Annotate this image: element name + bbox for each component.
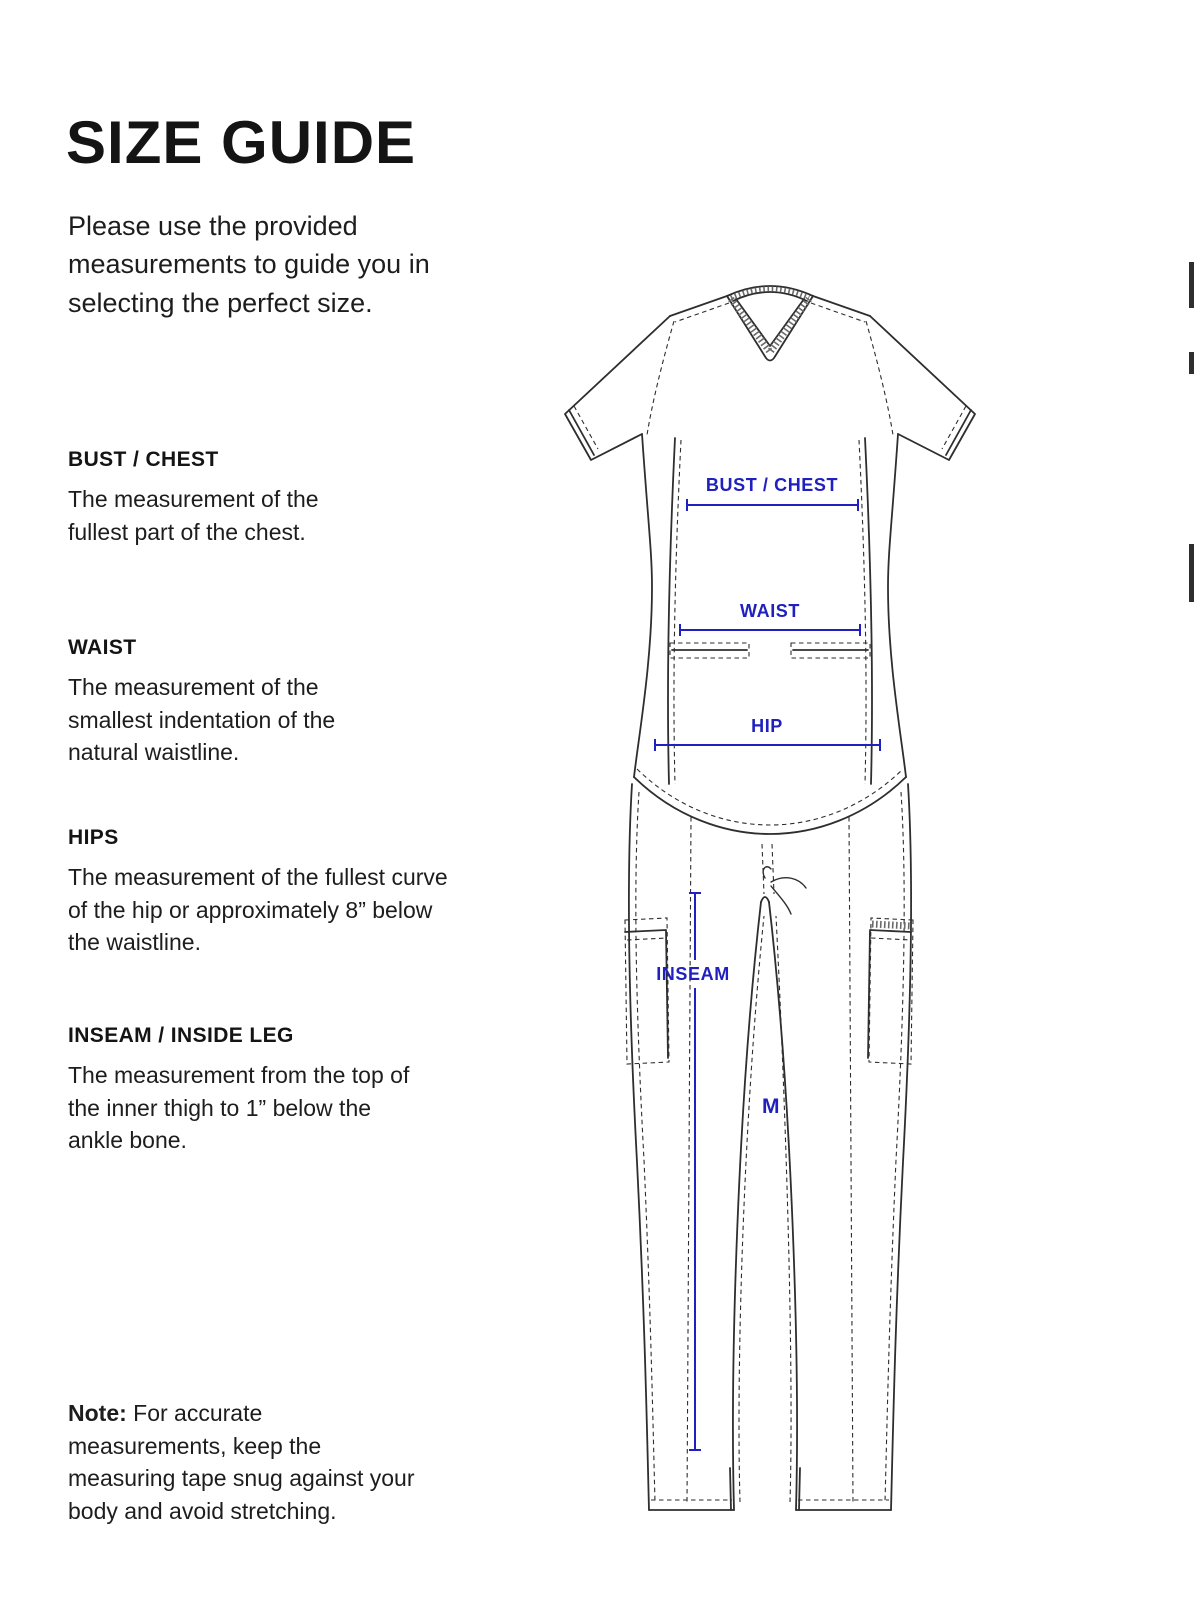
- edge-artifact: [1189, 544, 1194, 602]
- intro-text: Please use the provided measurements to guide you in selecting the perfect size.: [68, 211, 430, 318]
- bust-measurement: [687, 475, 858, 511]
- hip-measure-line: [655, 739, 880, 751]
- section-bust-chest: [68, 448, 356, 548]
- hip-measurement: [655, 716, 880, 751]
- section-body: The measurement of the fullest curve of the hip or approximately 8” below the waistline.: [68, 864, 448, 956]
- section-waist: [68, 636, 380, 769]
- scrub-top-stitching: [574, 303, 966, 825]
- section-heading: HIPS: [68, 826, 119, 849]
- section-body: The measurement of the smallest indentation of the natural waistline.: [68, 674, 336, 766]
- garment-illustration: [525, 272, 1005, 1542]
- page-title: SIZE GUIDE: [66, 109, 417, 177]
- section-body: The measurement of the fullest part of the chest.: [68, 486, 319, 545]
- inseam-measure-label: INSEAM: [656, 964, 730, 984]
- size-indicator: M: [762, 1095, 780, 1118]
- section-hips: [68, 826, 450, 959]
- scrub-top-outline: [565, 286, 975, 834]
- section-heading: WAIST: [68, 636, 137, 659]
- note-body: For accurate measurements, keep the measuring tape snug against your body and avoid stretching.: [68, 1400, 415, 1524]
- waist-measure-line: [680, 624, 860, 636]
- hip-measure-label: HIP: [751, 716, 783, 736]
- note-label: Note:: [68, 1400, 127, 1426]
- edge-artifact: [1189, 352, 1194, 374]
- waist-measure-label: WAIST: [740, 601, 800, 621]
- section-body: The measurement from the top of the inner thigh to 1” below the ankle bone.: [68, 1062, 410, 1154]
- section-inseam: [68, 1024, 416, 1157]
- scrub-pants-outline: [625, 784, 911, 1510]
- scrub-pants-stitching: [625, 792, 913, 1504]
- waist-measurement: [680, 601, 860, 636]
- section-heading: BUST / CHEST: [68, 448, 219, 471]
- edge-artifact: [1189, 262, 1194, 308]
- note-text: [68, 1397, 416, 1528]
- inseam-measurement: [656, 893, 730, 1450]
- bust-measure-label: BUST / CHEST: [705, 475, 839, 495]
- pocket-zipper: [872, 924, 911, 926]
- bust-measure-line: [687, 499, 858, 511]
- section-heading: INSEAM / INSIDE LEG: [68, 1024, 294, 1047]
